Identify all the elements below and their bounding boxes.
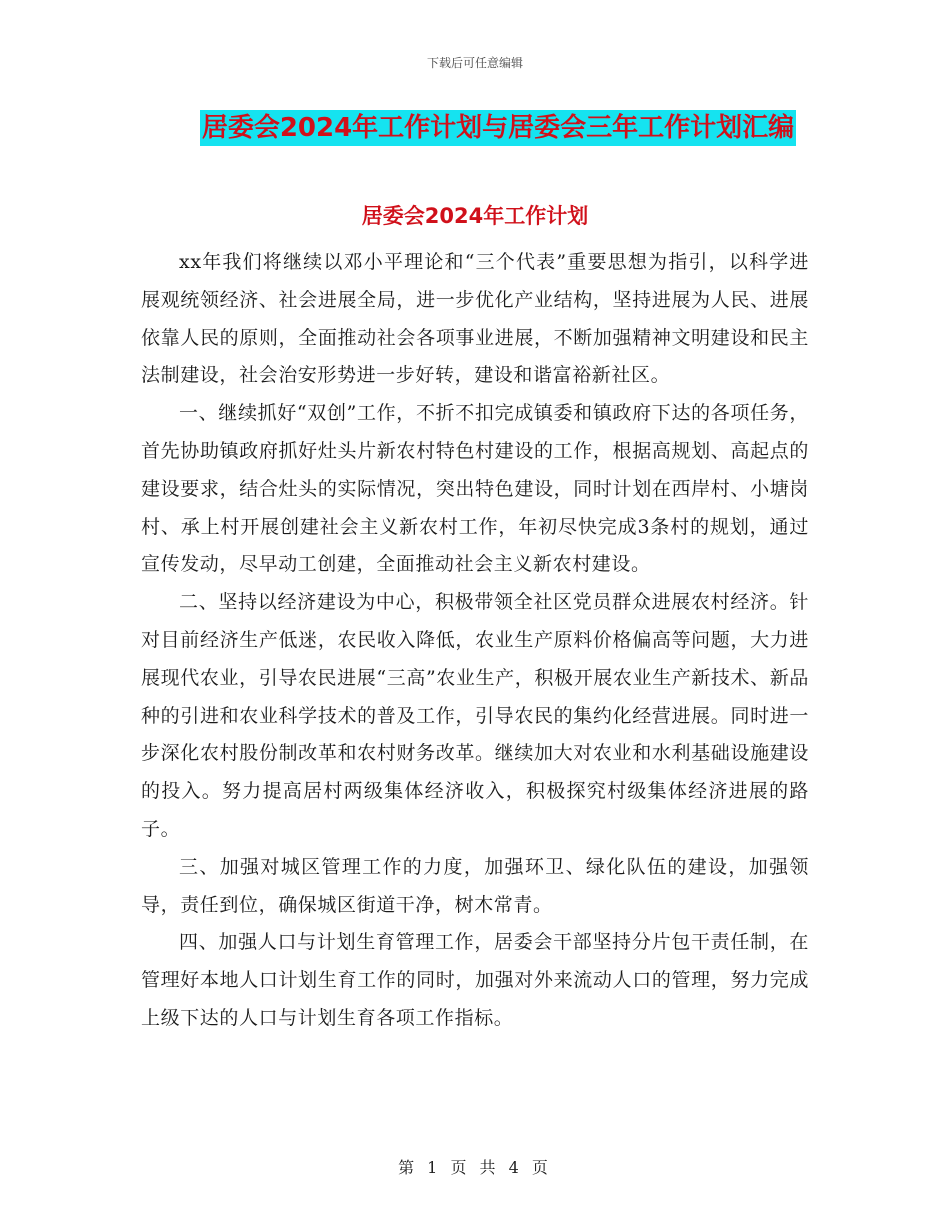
main-title: 居委会2024年工作计划与居委会三年工作计划汇编 [200,110,796,146]
paragraph-intro: xx年我们将继续以邓小平理论和“三个代表”重要思想为指引，以科学进展观统领经济、社会进展全局，进一步优化产业结构，坚持进展为人民、进展依靠人民的原则，全面推动社会各项事业进展，不断加强精神文明建设和民主法制建设，社会治安形势进一步好转，建设和谐富裕新社区。 [141,251,809,387]
paragraph-item-1: 一、继续抓好“双创”工作，不折不扣完成镇委和镇政府下达的各项任务，首先协助镇政府抓好灶头片新农村特色村建设的工作，根据高规划、高起点的建设要求，结合灶头的实际情况，突出特色建设，同时计划在西岸村、小塘岗村、承上村开展创建社会主义新农村工作，年初尽快完成3条村的规划，通过宣传发动，尽早动工创建，全面推动社会主义新农村建设。 [141,402,809,576]
section-title: 居委会2024年工作计划 [361,204,589,228]
page-header-note: 下载后可任意编辑 [426,56,523,70]
paragraph-item-2: 二、坚持以经济建设为中心，积极带领全社区党员群众进展农村经济。针对目前经济生产低迷，农民收入降低，农业生产原料价格偏高等问题，大力进展现代农业，引导农民进展“三高”农业生产，积极开展农业生产新技术、新品种的引进和农业科学技术的普及工作，引导农民的集约化经营进展。同时进一步深化农村股份制改革和农村财务改革。继续加大对农业和水利基础设施建设的投入。努力提高居村两级集体经济收入，积极探究村级集体经济进展的路子。 [141,591,809,840]
paragraph-item-4: 四、加强人口与计划生育管理工作，居委会干部坚持分片包干责任制，在管理好本地人口计划生育工作的同时，加强对外来流动人口的管理，努力完成上级下达的人口与计划生育各项工作指标。 [141,931,809,1029]
document-body [141,244,809,1038]
paragraph-item-3: 三、加强对城区管理工作的力度，加强环卫、绿化队伍的建设，加强领导，责任到位，确保城区街道干净，树木常青。 [141,855,809,916]
page-footer: 第 1 页 共 4 页 [398,1158,552,1177]
main-title-container [0,110,950,146]
